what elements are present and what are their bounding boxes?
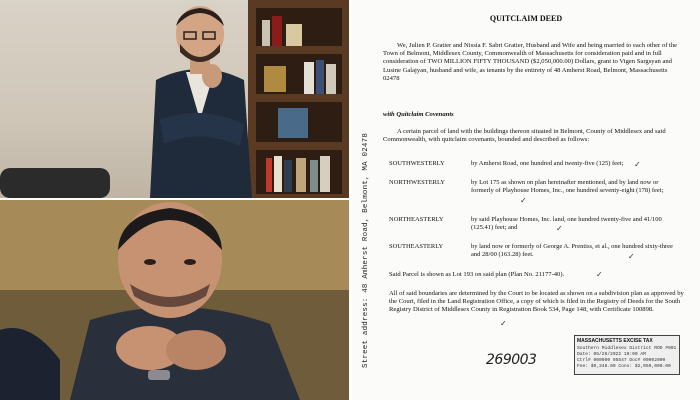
parcel-description: A certain parcel of land with the buildings thereon situated in Belmont, County of Middlesex and said Commonwealth, with quitclaim covenants, bounded and described as follows: — [383, 128, 666, 144]
stamp-line: Ctrl# 000000 05547 Doc# 00002000 — [577, 358, 666, 363]
stamp-line: Date: 05/26/2022 10:00 AM — [577, 352, 646, 357]
side-street-address — [358, 110, 370, 370]
excise-tax-stamp — [574, 335, 680, 375]
checkmark-icon: ✓ — [596, 270, 603, 279]
bound-text: by said Playhouse Homes, Inc. land, one hundred twenty-five and 41/100 (125.41) feet; and — [471, 216, 662, 232]
stamp-line: Fee: $9,348.00 Cons: $2,050,000.00 — [577, 364, 671, 369]
bound-direction: NORTHWESTERLY — [389, 179, 446, 186]
photo-collage — [0, 0, 349, 400]
bound-direction: NORTHEASTERLY — [389, 216, 444, 223]
boundaries-paragraph: All of said boundaries are determined by the Court to be located as shown on a subdivision plan as approved by the Court, filed in the Land Registration Office, a copy of which is filed in the Registry of Deeds for the South Registry District of Middlesex County in Registration Book 534, Page 148, with Certificate 100898. — [389, 290, 684, 314]
stamp-line: Southern Middlesex District ROD #001 — [577, 346, 677, 351]
deed-intro-paragraph: We, Julien P. Gratier and Nissia F. Sabri Gratier, Husband and Wife and being married to each other of the Town of Belmont, Middlesex County, Commonwealth of Massachusetts for consideration paid and in full consideration of TWO MILLION FIFTY THOUSAND ($2,050,000.00) Dollars, grant to Vigen Sargsyan and Lusine Galajyan, husband and wife, as tenants by the entirety of 48 Amherst Road, Belmont, Massachusetts 02478 — [383, 42, 678, 82]
bound-text: by Amherst Road, one hundred and twenty-five (125) feet; — [471, 160, 624, 167]
man-seated-illustration — [0, 200, 349, 400]
bottom-photo — [0, 200, 349, 400]
checkmark-icon: ✓ — [520, 196, 527, 205]
man-standing-illustration — [0, 0, 349, 198]
checkmark-icon: ✓ — [634, 160, 641, 169]
parcel-shown-line: Said Parcel is shown as Lot 193 on said plan (Plan No. 21177-40). — [389, 271, 565, 278]
checkmark-icon: ✓ — [628, 252, 635, 261]
bound-text: by land now or formerly of George A. Prentiss, et al., one hundred sixty-three and 28/00 (163.28) feet. — [471, 243, 673, 259]
handwritten-number: 269003 — [486, 352, 537, 368]
deed-title: QUITCLAIM DEED — [489, 14, 563, 23]
stamp-title: MASSACHUSETTS EXCISE TAX — [577, 338, 653, 344]
bound-direction: SOUTHEASTERLY — [389, 243, 444, 250]
bound-text: by Lot 175 as shown on plan hereinafter mentioned, and by land now or formerly of Playhouse Homes, Inc., one hundred seventy-eight (178) feet; — [471, 179, 664, 195]
covenants-heading: with Quitclaim Covenants — [383, 111, 454, 118]
checkmark-icon: ✓ — [500, 319, 507, 328]
side-street-address-text: Street address: 48 Amherst Road, Belmont, MA 02478 — [362, 132, 370, 368]
checkmark-icon: ✓ — [556, 224, 563, 233]
bound-direction: SOUTHWESTERLY — [389, 160, 445, 167]
top-photo — [0, 0, 349, 198]
